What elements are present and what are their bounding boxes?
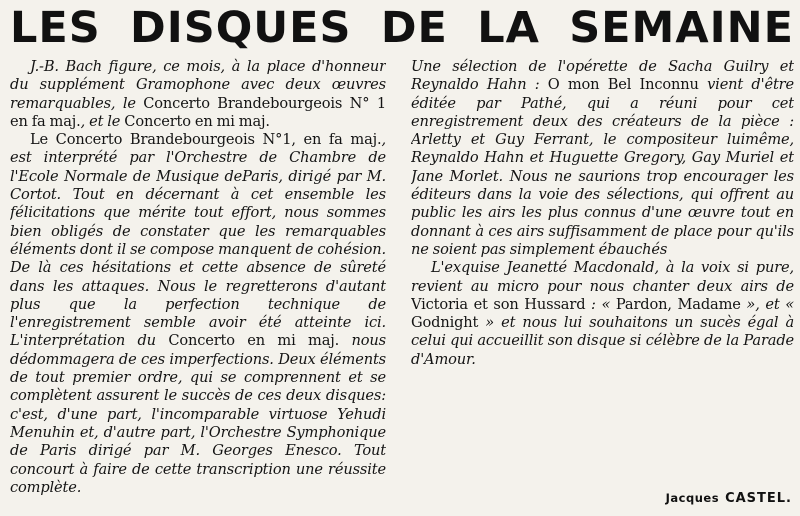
text-run: nous dédommagera de ces imperfections. Deux éléments de tout premier ordre, qui se comprennent et se complètent assurent le succès de ces deux disques: c'est, d'une part, l'incomparable virtuose Yehudi Menuhin et, d'autre part, l'Orchestre Symphonique de Paris dirigé par M. Georges Enesco. Tout concourt à faire de cette transcription une réussite complète. [10, 332, 386, 496]
text-run: L'exquise Jeanetté Macdonald, à la voix si pure, revient au micro pour nous chanter deux airs de [411, 259, 794, 295]
text-run: Concerto en mi maj. [168, 332, 340, 350]
left-column-text [10, 58, 386, 497]
text-run: : « [585, 295, 616, 313]
article-paragraph [10, 131, 386, 497]
text-run: Victoria et son Hussard [411, 295, 586, 313]
text-run: Concerto en mi maj. [124, 112, 270, 130]
article-paragraph [10, 58, 386, 131]
right-column [411, 58, 794, 508]
headline [10, 0, 794, 56]
text-run: O mon Bel Inconnu [547, 76, 699, 94]
text-run: vient d'être éditée par Pathé, qui a réuni pour cet enregistrement deux des créateurs de la pièce : Arletty et Guy Ferrant, le compositeur luimême, Reynaldo Hahn et Huguette Gregory, Gay Muriel et Jane Morlet. Nous ne saurions trop encourager les éditeurs dans la voie des sélections, qui offrent au public les airs les plus connus d'une œuvre tout en donnant à ces airs suffisamment de place pour qu'ils ne soient pas simplement ébauchés [411, 76, 794, 258]
left-column [10, 58, 386, 508]
text-run: Godnight [411, 314, 479, 332]
text-run: J.-B. Bach figure, ce mois, à la place d'honneur du supplément Gramophone avec deux œuvres remarquables, le [10, 58, 386, 112]
right-column-text [411, 58, 794, 369]
article-columns [10, 58, 794, 508]
text-run: , est interprété par l'Orchestre de Chambre de l'Ecole Normale de Musique deParis, dirigé par M. Cortot. Tout en décernant à cet ensemble les félicitations que mérite tout effort, nous sommes bien obligés de constater que les remarquables éléments dont il se compose manquent de cohésion. De là ces hésitations et cette absence de sûreté dans les attaques. Nous le regretterons d'autant plus que la perfection technique de l'enregistrement semble avoir été atteinte ici. L'interprétation du [10, 131, 386, 350]
headline-word: DISQUES [130, 3, 352, 53]
article-paragraph [411, 259, 794, 369]
text-run: Concerto Brandebourgeois N° 1 en fa maj. [10, 94, 386, 130]
author-first-name: Jacques [665, 491, 720, 505]
text-run: , et le [80, 112, 125, 130]
text-run: Le Concerto Brandebourgeois N°1, en fa maj. [30, 131, 382, 149]
text-run: » et nous lui souhaitons un sucès égal à celui qui accueillit son disque si célèbre de la Parade d'Amour. [411, 314, 794, 368]
headline-word: SEMAINE [569, 3, 794, 53]
text-run: Une sélection de l'opérette de Sacha Guilry et Reynaldo Hahn : [411, 58, 794, 94]
text-run: Pardon, Madame [615, 295, 741, 313]
text-run: », et « [740, 295, 794, 313]
headline-word: DE [380, 3, 448, 53]
headline-word: LES [10, 3, 101, 53]
author-byline [666, 491, 792, 506]
headline-word: LA [477, 3, 540, 53]
author-last-name: CASTEL. [725, 491, 792, 506]
article-paragraph [411, 58, 794, 259]
